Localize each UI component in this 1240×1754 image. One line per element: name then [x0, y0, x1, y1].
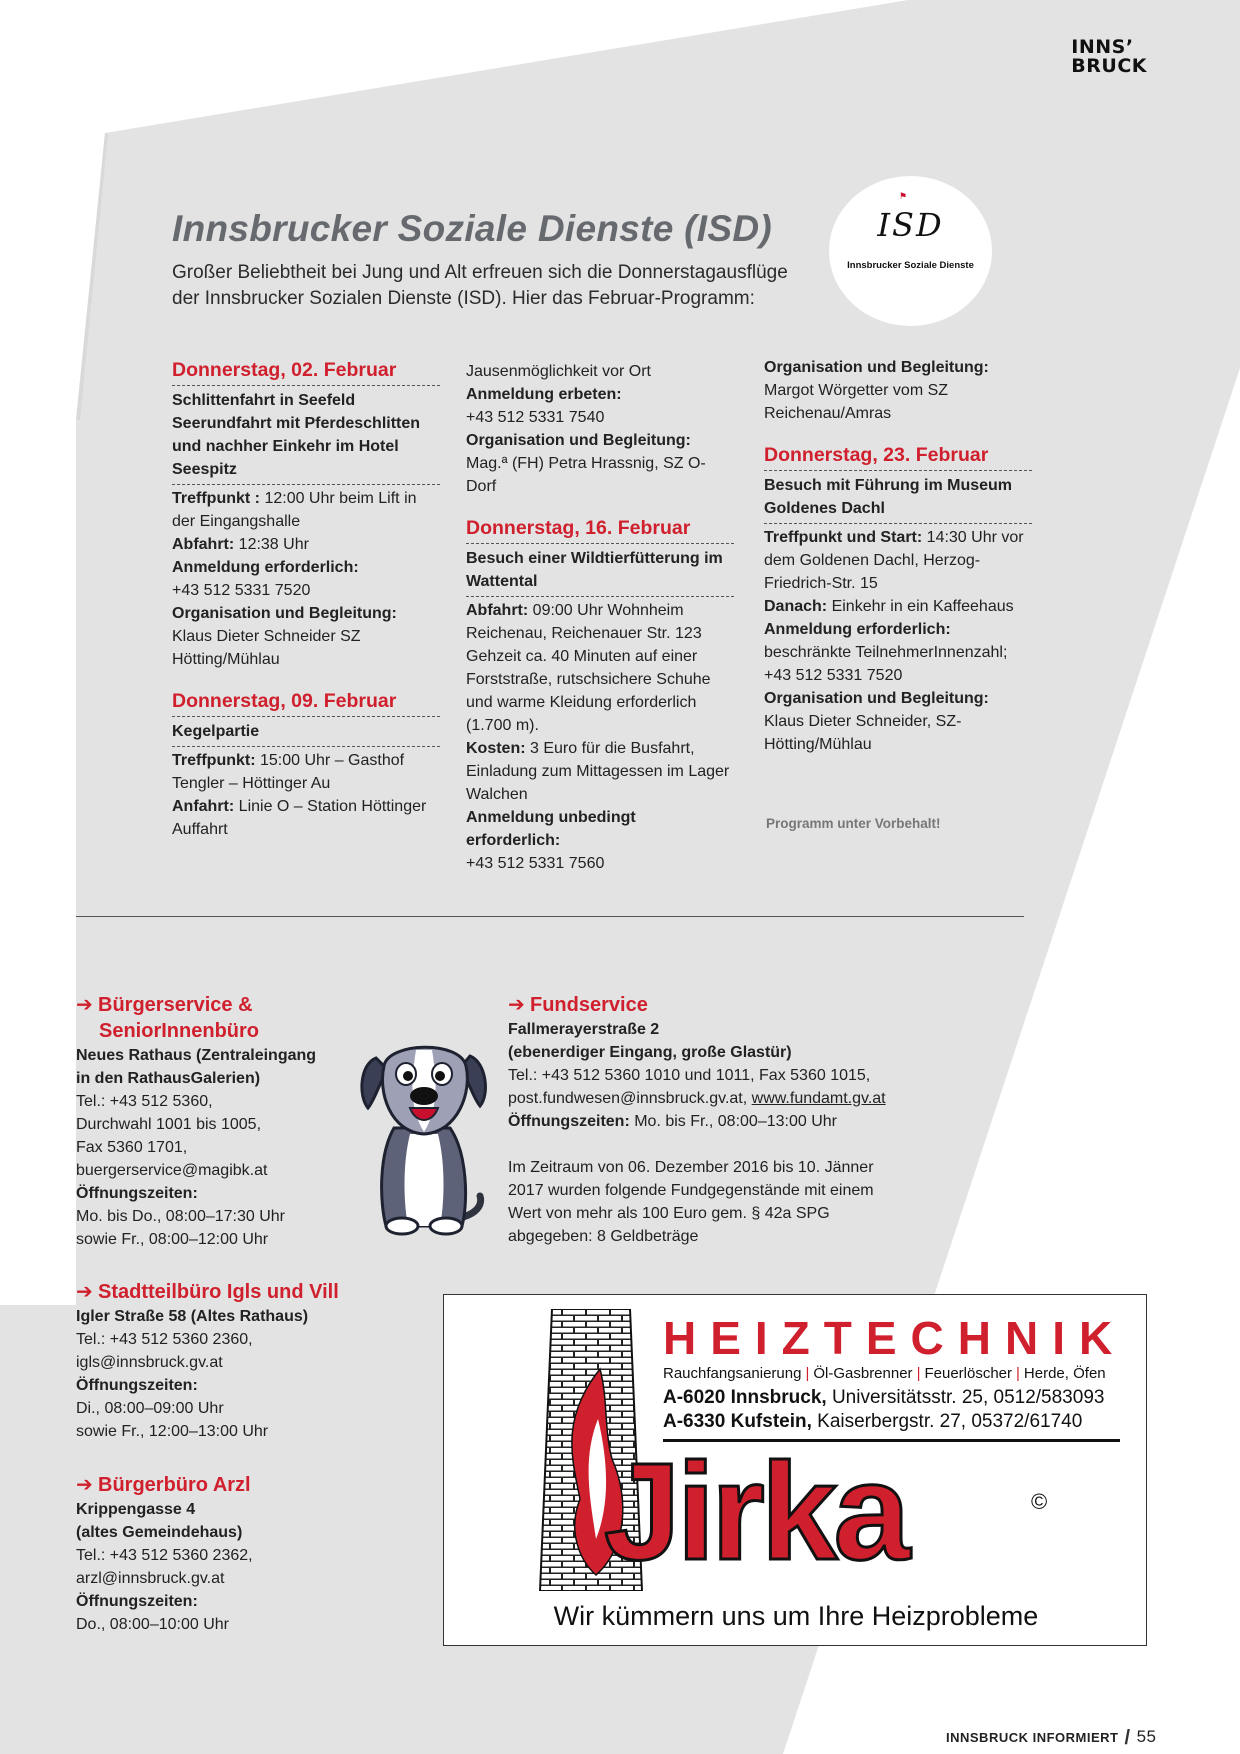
- event-title: Besuch mit Führung im Museum Goldenes Dachl: [764, 471, 1032, 524]
- service-email[interactable]: igls@innsbruck.gv.at: [76, 1354, 223, 1371]
- arrow-icon: ➔: [508, 994, 525, 1016]
- service-heading: SeniorInnenbüro: [99, 1020, 259, 1042]
- service-heading: ➔ Fundservice: [508, 994, 648, 1016]
- service-address: Igler Straße 58 (Altes Rathaus): [76, 1308, 309, 1325]
- service-hours-label: Öffnungszeiten:: [76, 1377, 198, 1394]
- service-hours-label: Öffnungszeiten:: [76, 1185, 198, 1202]
- service-extension: Durchwahl 1001 bis 1005,: [76, 1116, 262, 1133]
- page-footer: INNSBRUCK INFORMIERT / 55: [946, 1727, 1157, 1749]
- service-contact: [508, 1087, 948, 1110]
- section-divider: [76, 916, 1024, 917]
- service-fax: Fax 5360 1701,: [76, 1139, 188, 1156]
- event-detail: Abfahrt: 09:00 Uhr Wohnheim Reichenau, Reichenauer Str. 123: [466, 602, 702, 642]
- service-hours: sowie Fr., 12:00–13:00 Uhr: [76, 1423, 269, 1440]
- service-phone: Tel.: +43 512 5360,: [76, 1093, 213, 1110]
- program-column-2: [466, 360, 734, 875]
- isd-logo-name: Innsbrucker Soziale Dienste: [847, 260, 974, 271]
- event-detail: Abfahrt: 12:38 Uhr: [172, 536, 309, 553]
- innsbruck-logo: INNS’ BRUCK: [1071, 36, 1147, 77]
- event-detail: Organisation und Begleitung: Klaus Dieter Schneider, SZ-Hötting/Mühlau: [764, 690, 989, 753]
- page-number: 55: [1136, 1727, 1157, 1746]
- service-igls: [76, 1279, 396, 1443]
- service-fundservice: [508, 992, 948, 1248]
- shield-icon: ⚑: [899, 192, 910, 202]
- event-detail: Anmeldung erforderlich: beschränkte TeilnehmerInnenzahl; +43 512 5331 7520: [764, 621, 1008, 684]
- service-hours: Do., 08:00–10:00 Uhr: [76, 1616, 229, 1633]
- magazine-name: INNSBRUCK INFORMIERT: [946, 1730, 1119, 1745]
- service-phone: Tel.: +43 512 5360 1010 und 1011, Fax 5360 1015,: [508, 1067, 871, 1084]
- event-date: Donnerstag, 02. Februar: [172, 356, 440, 386]
- service-phone: Tel.: +43 512 5360 2362,: [76, 1547, 253, 1564]
- heiztechnik-jirka-advertisement: [443, 1294, 1147, 1646]
- isd-mark: ⚑ ISD: [877, 192, 944, 244]
- ad-title: HEIZTECHNIK: [663, 1312, 1127, 1364]
- event-date: Donnerstag, 16. Februar: [466, 514, 734, 544]
- ad-address-innsbruck: A-6020 Innsbruck, Universitätsstr. 25, 0512/583093: [663, 1387, 1105, 1408]
- event-detail: Gehzeit ca. 40 Minuten auf einer Forststraße, rutschsichere Schuhe und warme Kleidung erforderlich (1.700 m).: [466, 648, 711, 734]
- event-detail: Treffpunkt : 12:00 Uhr beim Lift in der Eingangshalle: [172, 490, 417, 530]
- program-column-3: [764, 356, 1032, 756]
- jirka-logo: Jirka: [604, 1435, 907, 1589]
- service-buergerservice: [76, 992, 376, 1251]
- service-email[interactable]: post.fundwesen@innsbruck.gv.at,: [508, 1090, 752, 1107]
- service-hours: Di., 08:00–09:00 Uhr: [76, 1400, 224, 1417]
- service-address: (altes Gemeindehaus): [76, 1524, 243, 1541]
- fund-items-paragraph: Im Zeitraum von 06. Dezember 2016 bis 10. Jänner 2017 wurden folgende Fundgegenstände mit einem Wert von mehr als 100 Euro gem. § 42a SPG abgegeben: 8 Geldbeträge: [508, 1159, 874, 1245]
- service-heading: ➔ Bürgerservice &: [76, 994, 253, 1016]
- event-detail: Anmeldung unbedingt erforderlich: +43 512 5331 7560: [466, 809, 636, 872]
- article-title: Innsbrucker Soziale Dienste (ISD): [172, 208, 773, 249]
- event-detail: Organisation und Begleitung: Margot Wörgetter vom SZ Reichenau/Amras: [764, 359, 989, 422]
- service-heading: ➔ Bürgerbüro Arzl: [76, 1474, 251, 1496]
- event-date: Donnerstag, 23. Februar: [764, 441, 1032, 471]
- isd-logo: [829, 176, 992, 326]
- event-detail: Jausenmöglichkeit vor Ort: [466, 363, 651, 380]
- event-detail: Anmeldung erbeten: +43 512 5331 7540: [466, 386, 622, 426]
- service-address: Neues Rathaus (Zentraleingang: [76, 1047, 317, 1064]
- service-heading: ➔ Stadtteilbüro Igls und Vill: [76, 1281, 339, 1303]
- program-note: Programm unter Vorbehalt!: [766, 816, 941, 831]
- program-column-1: [172, 356, 440, 841]
- ad-slogan: Wir kümmern uns um Ihre Heizprobleme: [553, 1601, 1039, 1631]
- service-email[interactable]: buergerservice@magibk.at: [76, 1162, 268, 1179]
- event-detail: Kosten: 3 Euro für die Busfahrt, Einladung zum Mittagessen im Lager Walchen: [466, 740, 730, 803]
- article-intro: Großer Beliebtheit bei Jung und Alt erfreuen sich die Donnerstagausflüge der Innsbrucker Sozialen Dienste (ISD). Hier das Februar-Programm:: [172, 262, 788, 309]
- event-detail: Anmeldung erforderlich: +43 512 5331 7520: [172, 559, 359, 599]
- service-address: (ebenerdiger Eingang, große Glastür): [508, 1044, 792, 1061]
- event-title: Besuch einer Wildtierfütterung im Wattental: [466, 544, 734, 597]
- service-address: in den RathausGalerien): [76, 1070, 261, 1087]
- service-hours-label: Öffnungszeiten:: [76, 1593, 198, 1610]
- service-arzl: [76, 1472, 376, 1636]
- service-phone: Tel.: +43 512 5360 2360,: [76, 1331, 253, 1348]
- event-detail: Treffpunkt und Start: 14:30 Uhr vor dem Goldenen Dachl, Herzog-Friedrich-Str. 15: [764, 529, 1024, 592]
- event-detail: Treffpunkt: 15:00 Uhr – Gasthof Tengler – Höttinger Au: [172, 752, 405, 792]
- event-title: Schlittenfahrt in Seefeld Seerundfahrt mit Pferdeschlitten und nachher Einkehr im Hotel Seespitz: [172, 386, 440, 485]
- arrow-icon: ➔: [76, 1474, 93, 1496]
- arrow-icon: ➔: [76, 994, 93, 1016]
- event-date: Donnerstag, 09. Februar: [172, 687, 440, 717]
- event-detail: Organisation und Begleitung: Mag.ª (FH) Petra Hrassnig, SZ O-Dorf: [466, 432, 706, 495]
- service-hours: Mo. bis Do., 08:00–17:30 Uhr: [76, 1208, 286, 1225]
- ad-services: Rauchfangsanierung | Öl-Gasbrenner | Feuerlöscher | Herde, Öfen: [663, 1365, 1106, 1382]
- service-address: Krippengasse 4: [76, 1501, 196, 1518]
- event-detail: Anfahrt: Linie O – Station Höttinger Auffahrt: [172, 798, 427, 838]
- arrow-icon: ➔: [76, 1281, 93, 1303]
- service-hours: Öffnungszeiten: Mo. bis Fr., 08:00–13:00 Uhr: [508, 1113, 837, 1130]
- ad-address-kufstein: A-6330 Kufstein, Kaiserbergstr. 27, 05372/61740: [663, 1411, 1083, 1432]
- service-address: Fallmerayerstraße 2: [508, 1021, 660, 1038]
- dog-mascot-illustration: [358, 1036, 492, 1240]
- copyright-icon: ©: [1031, 1489, 1048, 1514]
- service-hours: sowie Fr., 08:00–12:00 Uhr: [76, 1231, 269, 1248]
- service-email[interactable]: arzl@innsbruck.gv.at: [76, 1570, 225, 1587]
- service-website-link[interactable]: www.fundamt.gv.at: [751, 1090, 886, 1107]
- event-detail: Organisation und Begleitung: Klaus Dieter Schneider SZ Hötting/Mühlau: [172, 605, 397, 668]
- event-detail: Danach: Einkehr in ein Kaffeehaus: [764, 598, 1014, 615]
- event-title: Kegelpartie: [172, 717, 440, 747]
